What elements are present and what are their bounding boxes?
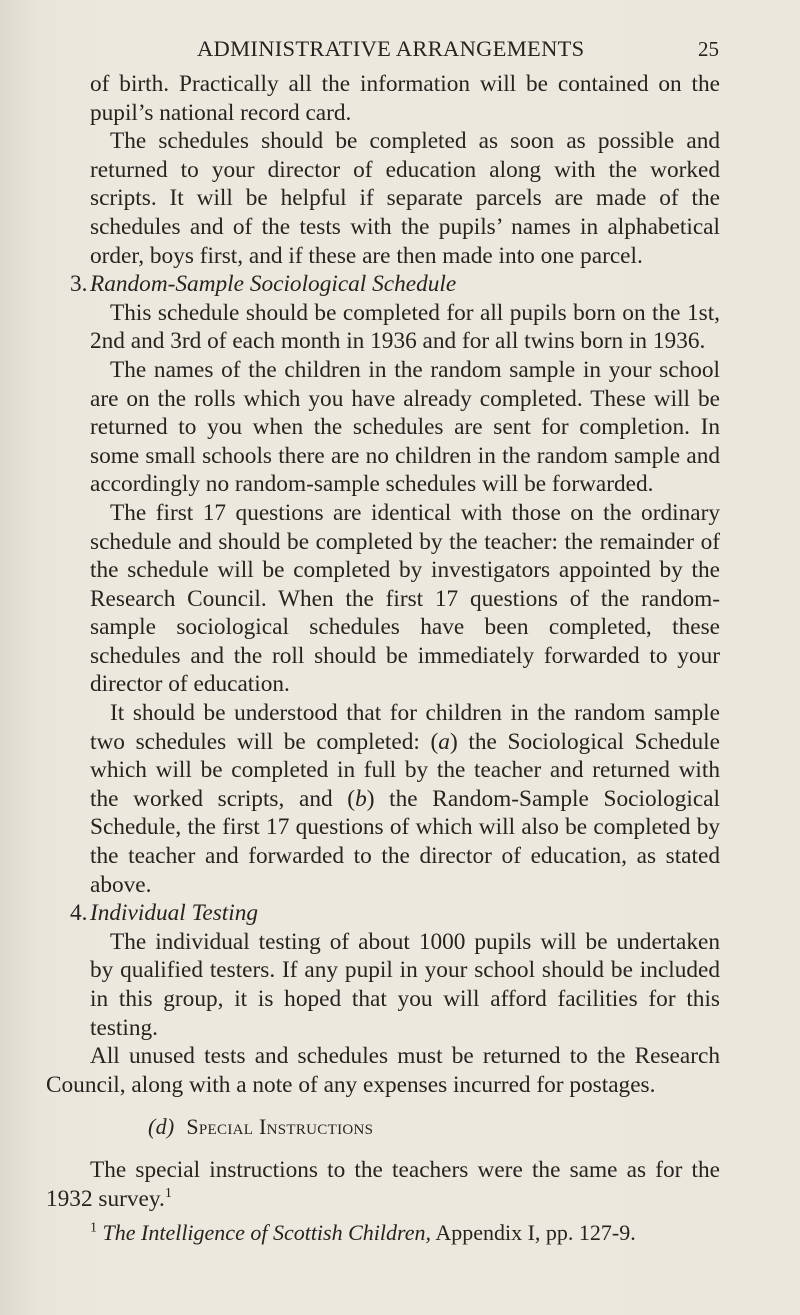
section-3-paragraph-3: The first 17 questions are identical with those on the ordinary schedule and should be completed by the teacher: the remainder of the schedule will be completed by investigators appointed by the Research Council. When the first 17 questions of the random-sample sociological schedules have been completed, these schedules and the roll should be immediately forwarded to your director of education. xyxy=(90,499,720,698)
section-3-number: 3. xyxy=(70,271,88,298)
section-3-paragraph-1: This schedule should be completed for all pupils born on the 1st, 2nd and 3rd of each month in 1936 and for all twins born in 1936. xyxy=(90,299,720,355)
paragraph-continuation: of birth. Practically all the information will be contained on the pupil’s national record card. xyxy=(90,71,720,126)
running-head: ADMINISTRATIVE ARRANGEMENTS xyxy=(197,36,585,61)
footnote-citation: Appendix I, pp. 127-9. xyxy=(431,1220,636,1246)
footnote xyxy=(68,1219,758,1246)
para-4-mid: ) the Sociological Schedule which will be completed in full by the teacher and returned with the worked scripts, and ( xyxy=(90,728,720,812)
section-4-number: 4. xyxy=(70,900,88,927)
section-d-title: Special Instructions xyxy=(186,1114,374,1140)
section-3-heading xyxy=(70,270,720,299)
section-4-title: Individual Testing xyxy=(90,900,259,927)
paragraph-schedules-return: The schedules should be completed as soon as possible and returned to your director of education along with the worked scripts. It will be helpful if separate parcels are made of the schedules and of the tests with the pupils’ names in alphabetical order, boys first, and if these are then made into one parcel. xyxy=(90,128,720,269)
footnote-reference: 1 xyxy=(164,1185,172,1201)
page-header xyxy=(0,24,800,64)
section-4-heading xyxy=(70,899,720,928)
item-a-mark: a xyxy=(438,728,450,755)
para-4-intro: It should be understood that for children in the random sample two schedules will be completed: ( xyxy=(90,700,720,755)
footnote-title: The Intelligence of Scottish Children, xyxy=(102,1220,432,1246)
section-3-paragraph-4 xyxy=(90,699,720,899)
item-b-mark: b xyxy=(355,785,367,812)
special-instructions-paragraph xyxy=(46,1156,720,1213)
body-text xyxy=(0,70,800,1246)
section-d-heading xyxy=(148,1113,768,1142)
special-paragraph-text: The special instructions to the teachers were the same as for the 1932 survey. xyxy=(46,1156,720,1212)
section-3-title: Random-Sample Sociological Schedule xyxy=(90,271,457,298)
page-number: 25 xyxy=(698,37,719,61)
section-4-paragraph-1: The individual testing of about 1000 pupils will be undertaken by qualified testers. If any pupil in your school should be included in this group, it is hoped that you will afford facilities for this testing. xyxy=(90,928,720,1041)
section-d-label: (d) xyxy=(148,1114,175,1140)
closing-paragraph: All unused tests and schedules must be returned to the Research Council, along with a note of any expenses incurred for postages. xyxy=(46,1043,720,1098)
para-4-end: ) the Random-Sample Sociological Schedule, the first 17 questions of which will also be completed by the teacher and forwarded to the director of education, as stated above. xyxy=(90,785,720,898)
footnote-number: 1 xyxy=(90,1220,97,1236)
section-3-paragraph-2: The names of the children in the random sample in your school are on the rolls which you have already completed. These will be returned to you when the schedules are sent for completion. In some small schools there are no children in the random sample and accordingly no random-sample schedules will be forwarded. xyxy=(90,356,720,498)
